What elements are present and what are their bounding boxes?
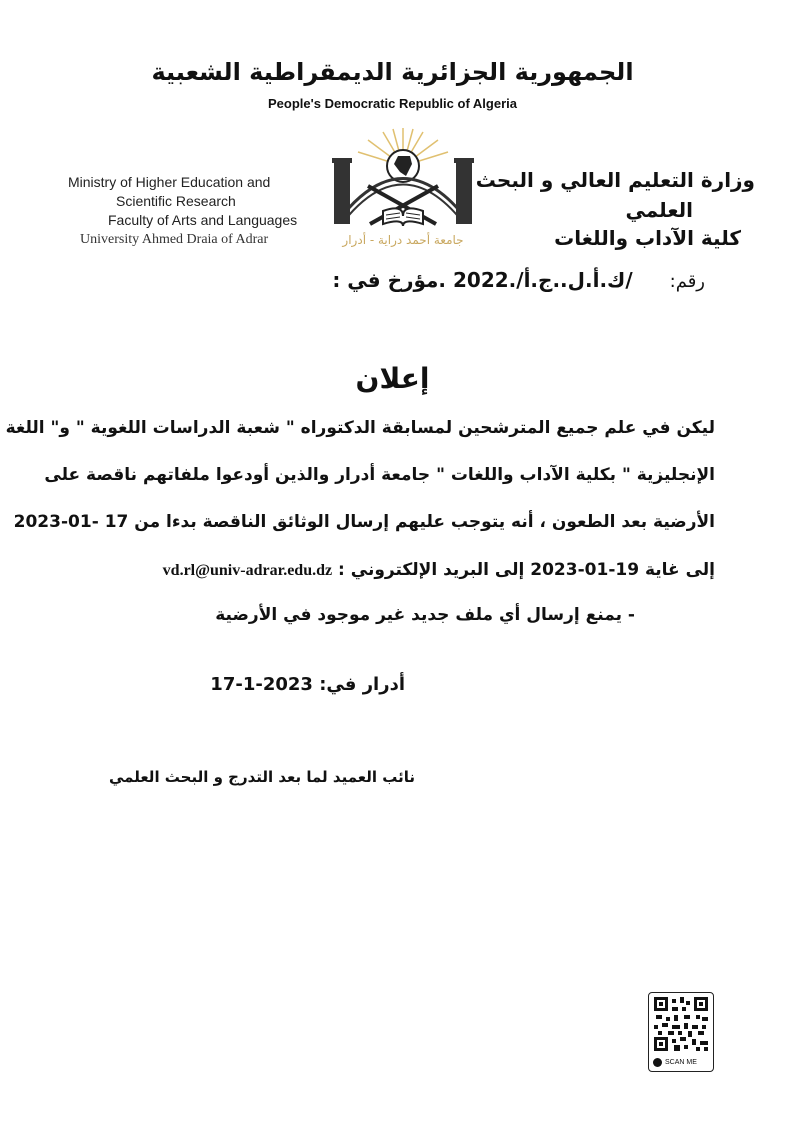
- faculty-ar: كلية الآداب واللغات: [554, 226, 741, 250]
- scan-icon: [653, 1058, 662, 1067]
- reference-value: /ك.أ.ل..ج.أ/.2022 .مؤرخ في :: [332, 268, 633, 292]
- notice-line-4-text: إلى غاية 19-01-2023 إلى البريد الإلكتروني :: [338, 560, 715, 580]
- ministry-en-line1: Ministry of Higher Education and: [68, 174, 271, 190]
- reference-number: [332, 268, 705, 292]
- notice-line-1: ليكن في علم جميع المترشحين لمسابقة الدكتوراه " شعبة الدراسات اللغوية " و" اللغة: [5, 418, 715, 438]
- notice-line-3: الأرضية بعد الطعون ، أنه يتوجب عليهم إرسال الوثائق الناقصة بدءا من 17 -01-2023: [13, 512, 715, 532]
- faculty-en: Faculty of Arts and Languages: [108, 212, 298, 228]
- notice-title: إعلان: [355, 362, 430, 395]
- republic-title-ar: الجمهورية الجزائرية الديمقراطية الشعبية: [151, 58, 634, 86]
- qr-code-card: [648, 992, 714, 1072]
- notice-line-2: الإنجليزية " بكلية الآداب واللغات " جامعة أدرار والذين أودعوا ملفاتهم ناقصة على: [44, 465, 715, 485]
- qr-code-icon: [654, 997, 708, 1051]
- university-logo-icon: [328, 126, 478, 251]
- logo-caption: جامعة أحمد دراية - أدرار: [342, 233, 464, 247]
- notice-bullet: - يمنع إرسال أي ملف جديد غير موجود في الأرضية: [215, 605, 635, 625]
- ministry-ar-line1: وزارة التعليم العالي و البحث: [475, 168, 755, 192]
- signatory-title: نائب العميد لما بعد التدرج و البحث العلمي: [108, 768, 415, 786]
- qr-scan-text: SCAN ME: [665, 1059, 697, 1066]
- date-line: أدرار في: 2023-1-17: [210, 674, 405, 695]
- notice-line-4: [163, 560, 715, 580]
- contact-email-link[interactable]: vd.rl@univ-adrar.edu.dz: [162, 562, 333, 579]
- university-en: University Ahmed Draia of Adrar: [80, 232, 269, 247]
- qr-scan-label: [653, 1058, 697, 1067]
- ministry-en-line2: Scientific Research: [116, 193, 236, 209]
- reference-label: رقم:: [669, 271, 705, 292]
- ministry-ar-line2: العلمي: [625, 198, 693, 222]
- republic-title-en: People's Democratic Republic of Algeria: [268, 96, 517, 111]
